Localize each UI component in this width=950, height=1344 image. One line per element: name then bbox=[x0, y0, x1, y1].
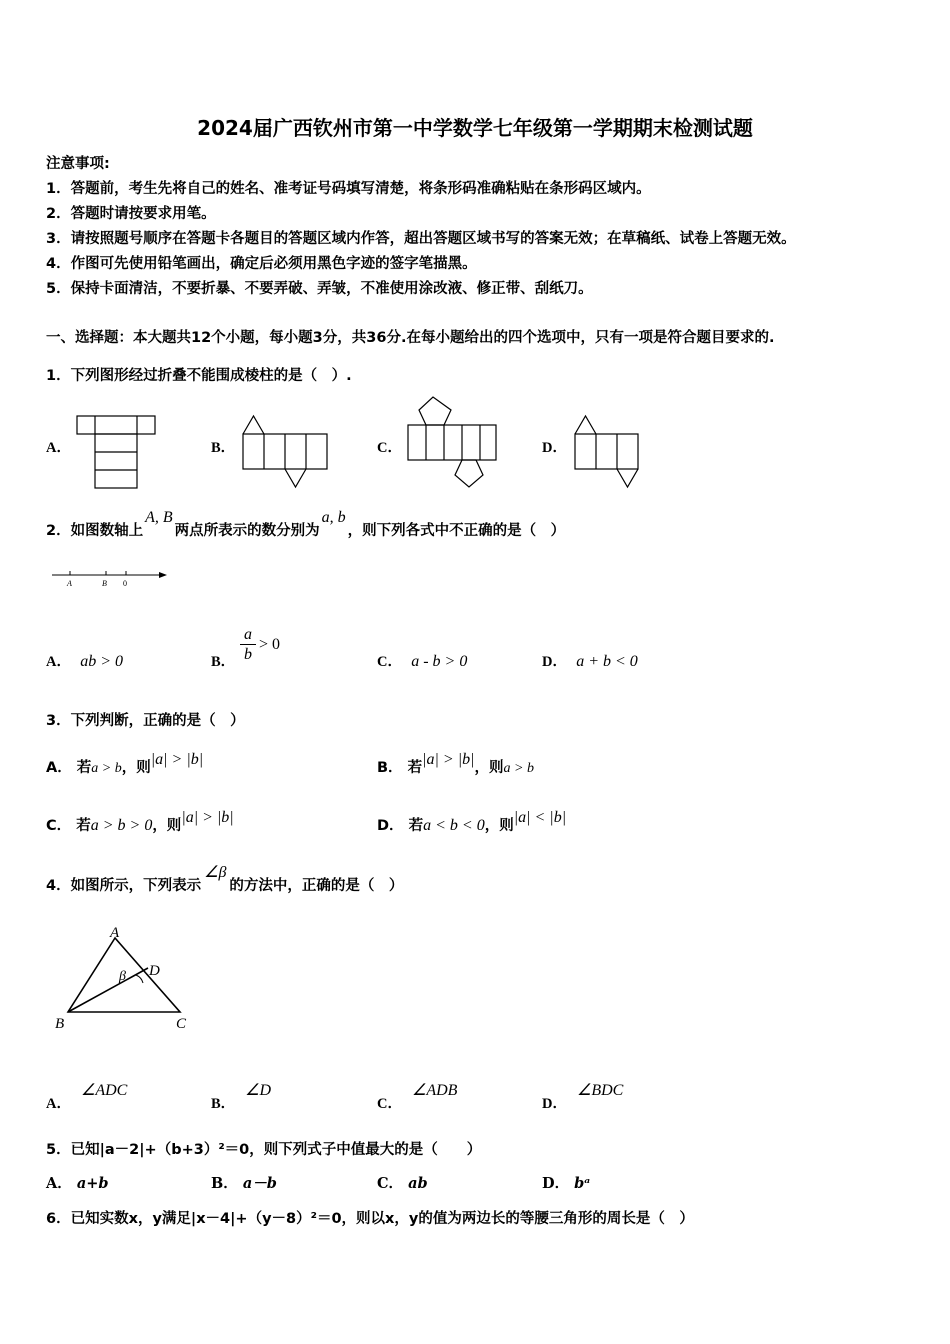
axis-label-b: B bbox=[102, 579, 107, 588]
q4-option-d: D．∠BDC bbox=[542, 1082, 624, 1112]
q1-net-a bbox=[74, 412, 158, 492]
q4-angle-beta: ∠β bbox=[204, 864, 227, 881]
axis-label-zero: 0 bbox=[123, 579, 127, 588]
note-item-5: 5．保持卡面清洁，不要折暴、不要弄破、弄皱，不准使用涂改液、修正带、刮纸刀。 bbox=[46, 281, 593, 297]
page-title: 2024届广西钦州市第一中学数学七年级第一学期期末检测试题 bbox=[197, 116, 753, 140]
vertex-c-label: C bbox=[176, 1016, 187, 1032]
q2-option-b-fraction: a b bbox=[240, 626, 256, 665]
notes-heading: 注意事项: bbox=[46, 156, 110, 172]
q1-net-d bbox=[572, 412, 644, 492]
q2-stem-part-2: 两点所表示的数分别为 bbox=[174, 523, 320, 539]
q2-points-ab: A, B bbox=[145, 509, 173, 526]
question-1-stem: 1．下列图形经过折叠不能围成棱柱的是（ ）. bbox=[46, 368, 352, 384]
q4-stem-part-2: 的方法中，正确的是（ ） bbox=[229, 878, 404, 894]
question-3-stem: 3．下列判断，正确的是（ ） bbox=[46, 713, 245, 729]
q2-option-b-rhs: > 0 bbox=[259, 636, 281, 653]
q2-number-line bbox=[50, 566, 170, 590]
point-d-label: D bbox=[149, 963, 160, 979]
angle-beta-label: β bbox=[119, 969, 126, 984]
q3-option-c: C． 若a > b > 0，则|a| > |b| bbox=[46, 809, 234, 834]
question-4-stem bbox=[46, 864, 404, 895]
q2-option-a: A． ab > 0 bbox=[46, 653, 123, 670]
q1-option-b-label: B． bbox=[211, 440, 236, 456]
q4-stem-part-1: 4．如图所示，下列表示 bbox=[46, 878, 202, 894]
q1-option-c-label: C． bbox=[377, 440, 402, 456]
note-item-3: 3．请按照题号顺序在答题卡各题目的答题区域内作答，超出答题区域书写的答案无效；在草稿纸、试卷上答题无效。 bbox=[46, 231, 796, 247]
q4-option-b: B．∠D bbox=[211, 1082, 272, 1112]
note-item-1: 1．答题前，考生先将自己的姓名、准考证号码填写清楚，将条形码准确粘贴在条形码区域内。 bbox=[46, 181, 651, 197]
q2-option-b: B． bbox=[211, 654, 236, 670]
axis-label-a: A bbox=[67, 579, 72, 588]
q4-triangle-figure bbox=[50, 920, 200, 1035]
q5-option-b: B． a－b bbox=[211, 1175, 277, 1192]
q2-stem-part-1: 2．如图数轴上 bbox=[46, 523, 144, 539]
q5-option-c: C． ab bbox=[377, 1175, 428, 1192]
q2-values-ab: a, b bbox=[321, 509, 346, 526]
q2-stem-part-3: ，则下列各式中不正确的是（ ） bbox=[347, 523, 566, 539]
note-item-4: 4．作图可先使用铅笔画出，确定后必须用黑色字迹的签字笔描黑。 bbox=[46, 256, 477, 272]
q5-option-d: D． bᵃ bbox=[542, 1175, 591, 1192]
q3-option-a: A． 若a > b，则|a| > |b| bbox=[46, 751, 204, 776]
q5-option-a: A． a+b bbox=[46, 1175, 109, 1192]
question-6-stem: 6．已知实数x，y满足|x－4|+（y－8）²＝0，则以x，y的值为两边长的等腰三角形的周长是（ ） bbox=[46, 1211, 694, 1227]
q4-option-a: A．∠ADC bbox=[46, 1082, 128, 1112]
q1-net-c bbox=[404, 395, 500, 491]
q1-option-a-label: A． bbox=[46, 440, 71, 456]
note-item-2: 2．答题时请按要求用笔。 bbox=[46, 206, 216, 222]
q1-option-d-label: D． bbox=[542, 440, 567, 456]
q3-option-b: B． 若|a| > |b|，则a > b bbox=[377, 751, 534, 776]
vertex-b-label: B bbox=[55, 1016, 65, 1032]
question-2-stem bbox=[46, 509, 566, 540]
q2-option-d: D． a + b < 0 bbox=[542, 653, 638, 670]
section-1-heading: 一、选择题：本大题共12个小题，每小题3分，共36分.在每小题给出的四个选项中，只有一项是符合题目要求的. bbox=[46, 330, 775, 346]
q4-option-c: C．∠ADB bbox=[377, 1082, 458, 1112]
question-5-stem: 5．已知|a－2|+（b+3）²＝0，则下列式子中值最大的是（ ） bbox=[46, 1142, 482, 1158]
vertex-a-label: A bbox=[110, 925, 120, 941]
q1-net-b bbox=[240, 412, 330, 492]
q2-option-c: C． a - b > 0 bbox=[377, 653, 468, 670]
q3-option-d: D． 若a < b < 0，则|a| < |b| bbox=[377, 809, 567, 834]
